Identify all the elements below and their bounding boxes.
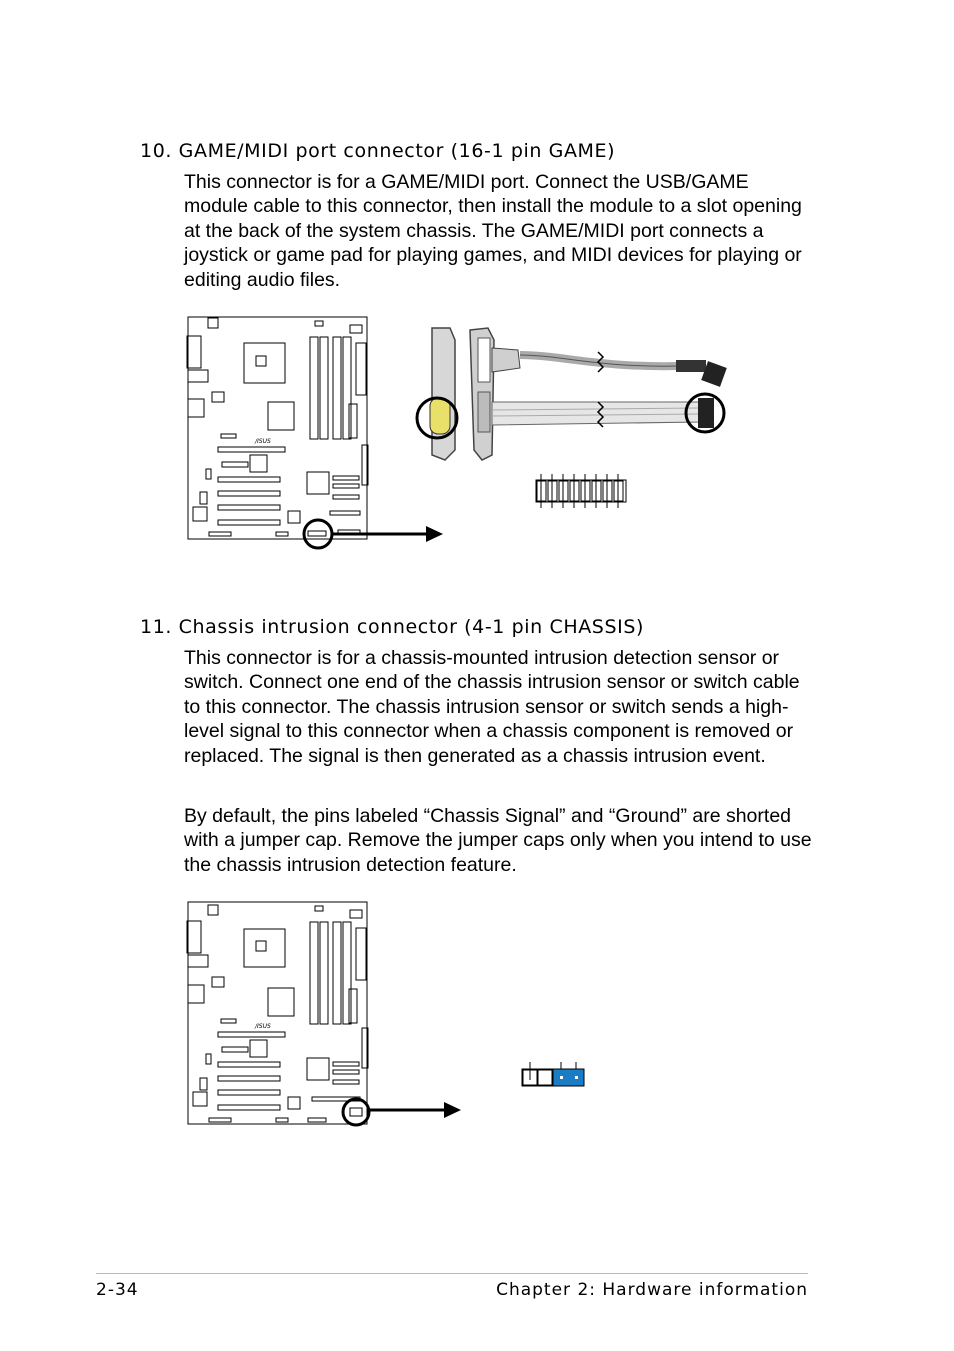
section-11-heading: 11. Chassis intrusion connector (4-1 pin CHASSIS) [140, 616, 645, 638]
page-number: 2-34 [96, 1280, 139, 1300]
chassis-pin-header [522, 1062, 584, 1086]
section-11-body-2: By default, the pins labeled “Chassis Signal” and “Ground” are shorted with a jumper cap. Remove the jumper caps only when you intend to use the chassis intrusion detection feature. [184, 805, 812, 876]
section-10-body: This connector is for a GAME/MIDI port. Connect the USB/GAME module cable to this connector, then install the module to a slot opening at the back of the system chassis. The GAME/MIDI port connects a joystick or game pad for playing games, and MIDI devices for playing or editing audio files. [184, 171, 802, 291]
chassis-connector-highlight [343, 1099, 369, 1125]
jumper-cap [553, 1069, 584, 1086]
section-10-heading: 10. GAME/MIDI port connector (16-1 pin GAME) [140, 140, 616, 162]
footer-rule [96, 1273, 808, 1274]
board-logo: /ISUS [255, 438, 271, 445]
arrow-right [369, 1102, 461, 1118]
section-11-body-1: This connector is for a chassis-mounted intrusion detection sensor or switch. Connect one end of the chassis intrusion sensor or switch cable to this connector. The chassis intrusion sensor or switch sends a high-level signal to this connector when a chassis component is removed or replaced. The signal is then generated as a chassis intrusion event. [184, 647, 800, 767]
chapter-title: Chapter 2: Hardware information [496, 1280, 808, 1300]
board-logo: /ISUS [255, 1023, 271, 1030]
